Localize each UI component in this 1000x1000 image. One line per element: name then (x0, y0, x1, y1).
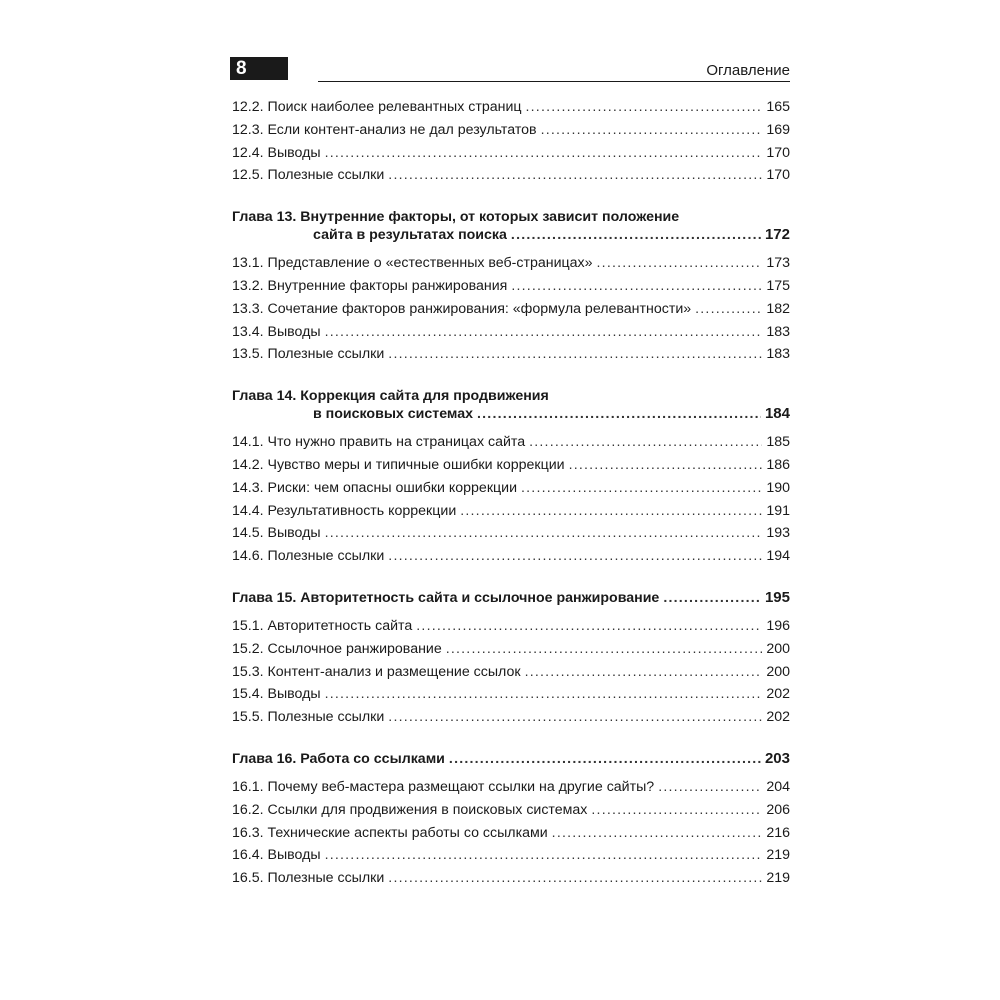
leader-dots (388, 343, 762, 366)
toc-entry-title: 12.5. Полезные ссылки (232, 167, 385, 184)
leader-dots (388, 164, 762, 187)
chapter-title-line1: Глава 15. Авторитетность сайта и ссылочное ранжирование (232, 589, 660, 606)
leader-dots (325, 844, 763, 867)
leader-dots (658, 776, 762, 799)
toc-entry-title: 13.2. Внутренние факторы ранжирования (232, 277, 508, 294)
toc-entry-page: 194 (766, 548, 790, 565)
chapter-title-line1: Глава 14. Коррекция сайта для продвижения (232, 388, 549, 405)
toc-entry-title: 14.3. Риски: чем опасны ошибки коррекции (232, 479, 518, 496)
leader-dots (591, 799, 762, 822)
toc-entry-page: 173 (766, 255, 790, 272)
leader-dots (325, 683, 763, 706)
toc-entry-title: 14.2. Чувство меры и типичные ошибки коррекции (232, 456, 565, 473)
leader-dots (597, 252, 763, 275)
toc-entry-16-5[interactable] (232, 867, 790, 890)
toc-entry-page: 202 (766, 709, 790, 726)
toc-entry-page: 190 (766, 479, 790, 496)
chapter-15-heading[interactable] (232, 589, 790, 607)
toc-entry-page: 216 (766, 824, 790, 841)
toc-entry-page: 165 (766, 99, 790, 115)
leader-dots (695, 298, 762, 321)
toc-entry-page: 169 (766, 121, 790, 138)
toc-entry-14-3[interactable] (232, 477, 790, 500)
leader-dots (529, 431, 762, 454)
toc-entry-16-2[interactable] (232, 799, 790, 822)
toc-entry-page: 219 (766, 847, 790, 864)
toc-entry-page: 196 (766, 617, 790, 634)
toc-entry-title: 16.5. Полезные ссылки (232, 870, 385, 887)
toc-entry-title: 15.2. Ссылочное ранжирование (232, 640, 442, 657)
toc-entry-page: 186 (766, 456, 790, 473)
page-number: 8 (230, 57, 288, 80)
chapter-title-line2: в поисковых системах (313, 406, 474, 423)
toc-entry-13-2[interactable] (232, 275, 790, 298)
chapter-16-heading[interactable] (232, 750, 790, 768)
leader-dots (511, 275, 762, 298)
leader-dots (325, 321, 763, 344)
toc-entry-12-2[interactable] (232, 96, 790, 119)
toc-entry-14-4[interactable] (232, 500, 790, 523)
leader-dots (525, 661, 763, 684)
toc-entry-16-3[interactable] (232, 822, 790, 845)
toc-entry-title: 16.1. Почему веб-мастера размещают ссылки на другие сайты? (232, 778, 655, 795)
toc-entry-title: 12.4. Выводы (232, 144, 321, 161)
leader-dots (325, 142, 763, 165)
leader-dots (388, 706, 762, 729)
toc-entry-page: 219 (766, 870, 790, 887)
toc-entry-13-1[interactable] (232, 252, 790, 275)
leader-dots (388, 867, 762, 890)
toc-entry-12-4[interactable] (232, 142, 790, 165)
leader-dots (521, 477, 762, 500)
toc-entry-13-4[interactable] (232, 321, 790, 344)
leader-dots (663, 589, 761, 607)
toc-entry-title: 16.3. Технические аспекты работы со ссылками (232, 824, 548, 841)
toc-entry-page: 182 (766, 300, 790, 317)
toc-entry-page: 170 (766, 144, 790, 161)
toc-entry-15-1[interactable] (232, 615, 790, 638)
leader-dots (449, 750, 761, 768)
toc-entry-page: 200 (766, 663, 790, 680)
toc-entry-16-4[interactable] (232, 844, 790, 867)
toc-entry-15-4[interactable] (232, 683, 790, 706)
header-rule (318, 81, 790, 82)
toc-entry-15-3[interactable] (232, 661, 790, 684)
toc-entry-page: 193 (766, 525, 790, 542)
toc-entry-title: 15.1. Авторитетность сайта (232, 617, 413, 634)
toc-entry-page: 183 (766, 323, 790, 340)
leader-dots (460, 500, 762, 523)
toc-entry-14-2[interactable] (232, 454, 790, 477)
leader-dots (541, 119, 763, 142)
chapter-page: 184 (764, 405, 790, 423)
chapter-title-line2: сайта в результатах поиска (313, 227, 507, 244)
leader-dots (446, 638, 763, 661)
chapter-title-line1: Глава 13. Внутренние факторы, от которых зависит положение (232, 209, 680, 226)
toc-entry-title: 15.4. Выводы (232, 686, 321, 703)
toc-entry-page: 206 (766, 801, 790, 818)
toc-entry-14-5[interactable] (232, 522, 790, 545)
toc-entry-15-2[interactable] (232, 638, 790, 661)
toc-entry-page: 175 (766, 277, 790, 294)
leader-dots (325, 522, 763, 545)
leader-dots (526, 96, 763, 119)
chapter-page: 172 (764, 226, 790, 244)
toc-entry-title: 14.4. Результативность коррекции (232, 502, 457, 519)
toc-entry-title: 13.1. Представление о «естественных веб-страницах» (232, 255, 593, 272)
toc-entry-page: 170 (766, 167, 790, 184)
toc-entry-title: 12.3. Если контент-анализ не дал результатов (232, 121, 537, 138)
chapter-title-line1: Глава 16. Работа со ссылками (232, 750, 445, 767)
toc-entry-page: 185 (766, 434, 790, 451)
toc-entry-title: 13.4. Выводы (232, 323, 321, 340)
leader-dots (511, 226, 761, 244)
toc-entry-page: 200 (766, 640, 790, 657)
toc-entry-14-1[interactable] (232, 431, 790, 454)
leader-dots (416, 615, 762, 638)
toc-entry-13-5[interactable] (232, 343, 790, 366)
toc-entry-title: 16.2. Ссылки для продвижения в поисковых системах (232, 801, 588, 818)
toc-entry-12-3[interactable] (232, 119, 790, 142)
toc-entry-14-6[interactable] (232, 545, 790, 568)
toc-entry-title: 14.6. Полезные ссылки (232, 548, 385, 565)
chapter-page: 195 (764, 588, 790, 606)
leader-dots (569, 454, 763, 477)
chapter-13-heading[interactable] (232, 208, 790, 244)
chapter-page: 203 (764, 749, 790, 767)
toc-entry-page: 191 (766, 502, 790, 519)
leader-dots (552, 822, 763, 845)
toc-entry-page: 204 (766, 778, 790, 795)
toc-entry-title: 13.5. Полезные ссылки (232, 346, 385, 363)
toc-entry-page: 183 (766, 346, 790, 363)
leader-dots (477, 405, 761, 423)
leader-dots (388, 545, 762, 568)
table-of-contents (232, 96, 790, 890)
toc-entry-12-5[interactable] (232, 164, 790, 187)
toc-entry-16-1[interactable] (232, 776, 790, 799)
toc-entry-title: 15.3. Контент-анализ и размещение ссылок (232, 663, 521, 680)
chapter-14-heading[interactable] (232, 387, 790, 423)
toc-entry-title: 12.2. Поиск наиболее релевантных страниц (232, 99, 522, 115)
toc-entry-title: 14.1. Что нужно править на страницах сайта (232, 434, 526, 451)
toc-entry-page: 202 (766, 686, 790, 703)
toc-entry-title: 16.4. Выводы (232, 847, 321, 864)
toc-entry-title: 15.5. Полезные ссылки (232, 709, 385, 726)
toc-entry-title: 13.3. Сочетание факторов ранжирования: «формула релевантности» (232, 300, 692, 317)
toc-entry-title: 14.5. Выводы (232, 525, 321, 542)
toc-entry-15-5[interactable] (232, 706, 790, 729)
running-header-title: Оглавление (706, 62, 790, 79)
toc-entry-13-3[interactable] (232, 298, 790, 321)
